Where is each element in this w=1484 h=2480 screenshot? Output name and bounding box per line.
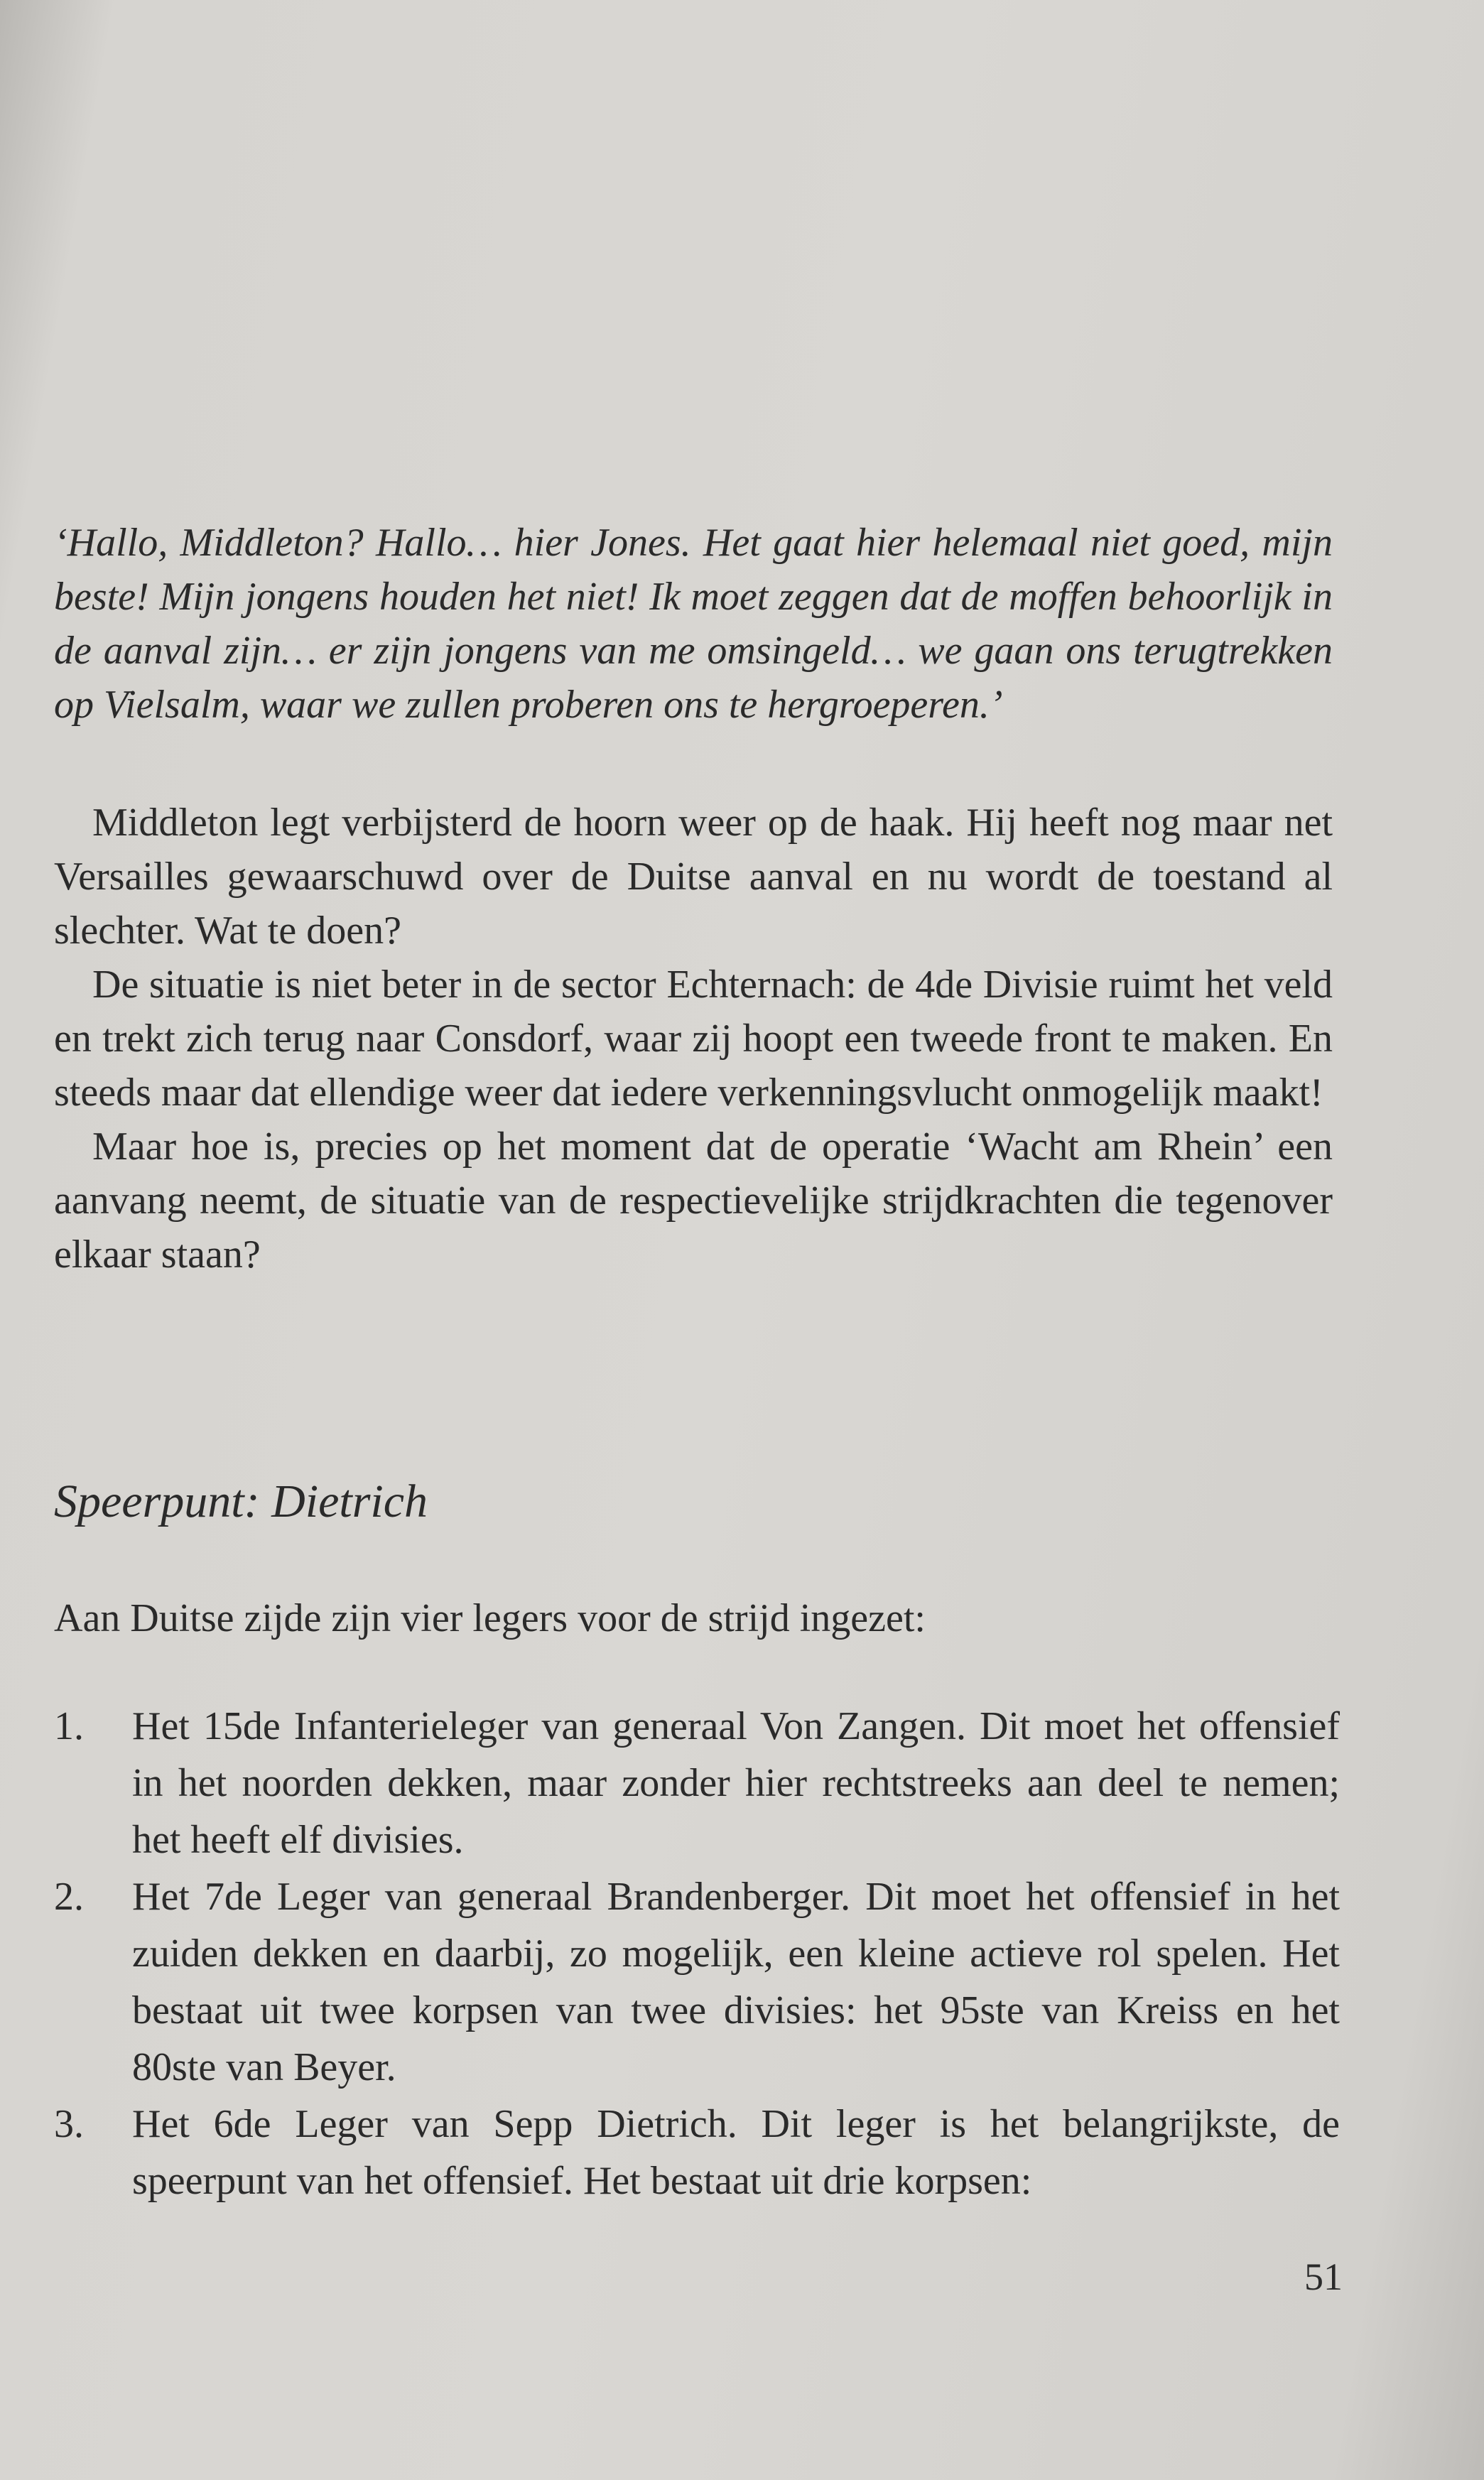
- list-item: [54, 1868, 1340, 2096]
- list-item-text: Het 7de Leger van generaal Brandenberger. Dit moet het offensief in het zuiden dekken en daarbij, zo mogelijk, een kleine actieve rol spelen. Het bestaat uit twee korpsen van twee divisies: het 95ste van Kreiss en het 80ste van Beyer.: [132, 1875, 1340, 2089]
- page-number: 51: [1304, 2256, 1343, 2298]
- list-item-number: 1.: [54, 1704, 84, 1748]
- list-item-number: 3.: [54, 2102, 84, 2146]
- list-item-number: 2.: [54, 1875, 84, 1919]
- opening-quote: ‘Hallo, Middleton? Hallo… hier Jones. Het gaat hier helemaal niet goed, mijn beste! Mijn jongens houden het niet! Ik moet zeggen dat de moffen behoorlijk in de aanval zijn… er zijn jongens van me omsingeld… we gaan ons terugtrekken op Vielsalm, waar we zullen proberen ons te hergroeperen.’: [54, 521, 1333, 727]
- section-heading: Speerpunt: Dietrich: [54, 1475, 428, 1527]
- paragraph: Middleton legt verbijsterd de hoorn weer op de haak. Hij heeft nog maar net Versailles gewaarschuwd over de Duitse aanval en nu wordt de toestand al slechter. Wat te doen?: [54, 801, 1333, 953]
- list-item: [54, 2096, 1340, 2209]
- paragraph: Maar hoe is, precies op het moment dat de operatie ‘Wacht am Rhein’ een aanvang neemt, de situatie van de respectievelijke strijdkrachten die tegenover elkaar staan?: [54, 1125, 1333, 1277]
- numbered-list: [54, 1698, 1340, 2209]
- body-paragraphs: [54, 796, 1333, 1282]
- intro-line: Aan Duitse zijde zijn vier legers voor de strijd ingezet:: [54, 1596, 926, 1640]
- paragraph: De situatie is niet beter in de sector Echternach: de 4de Divisie ruimt het veld en trekt zich terug naar Consdorf, waar zij hoopt een tweede front te maken. En steeds maar dat ellendige weer dat iedere verkenningsvlucht onmogelijk maakt!: [54, 963, 1333, 1115]
- list-item-text: Het 6de Leger van Sepp Dietrich. Dit leger is het belangrijkste, de speerpunt van het offensief. Het bestaat uit drie korpsen:: [132, 2102, 1340, 2203]
- list-item: [54, 1698, 1340, 1868]
- list-item-text: Het 15de Infanterieleger van generaal Von Zangen. Dit moet het offensief in het noorden dekken, maar zonder hier rechtstreeks aan deel te nemen; het heeft elf divisies.: [132, 1704, 1340, 1862]
